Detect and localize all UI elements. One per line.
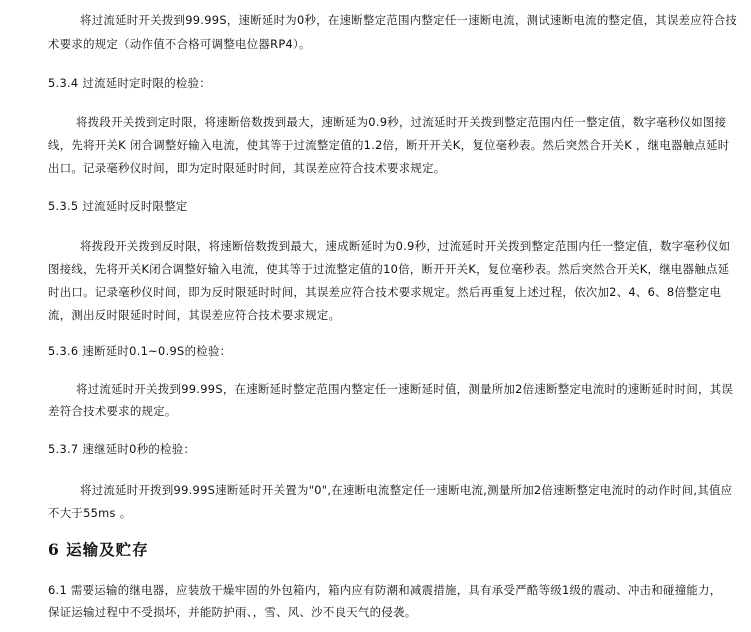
paragraph-line: 将过流延时开关拨到99.99S，速断延时为0秒，在速断整定范围内整定任一速断电流，测试速断电流的整定值，其误差应符合技 [80,13,738,27]
paragraph-line: 不大于55ms 。 [48,506,132,520]
section-heading-5-3-5: 5.3.5 过流延时反时限整定 [48,199,188,213]
section-heading-5-3-4: 5.3.4 过流延时定时限的检验： [48,76,212,90]
paragraph-line: 将过流延时开关拨到99.99S，在速断延时整定范围内整定任一速断延时值，测量所加2倍速断整定电流时的速断延时时间，其误 [76,382,734,396]
paragraph-line: 差符合技术要求的规定。 [48,404,177,418]
paragraph-line: 将过流延时开拨到99.99S速断延时开关置为"0",在速断电流整定任一速断电流,测量所加2倍速断整定电流时的动作时间,其值应 [80,483,733,497]
paragraph-line: 保证运输过程中不受损坏，并能防护雨、，雪、风、沙不良天气的侵袭。 [48,605,417,619]
paragraph-line: 出口。记录毫秒仪时间，即为定时限延时时间，其误差应符合技术要求规定。 [48,161,446,175]
paragraph-line: 时出口。记录毫秒仪时间，即为反时限延时时间，其误差应符合技术要求规定。然后再重复上述过程，依次加2、4、6、8倍整定电 [48,285,722,299]
paragraph-line: 流，测出反时限延时时间，其误差应符合技术要求规定。 [48,308,341,322]
section-heading-5-3-7: 5.3.7 速继延时0秒的检验： [48,442,196,456]
chapter-heading-6: 6 运输及贮存 [48,540,149,559]
paragraph-line: 将拨段开关拨到定时限，将速断倍数拨到最大，速断延为0.9秒，过流延时开关拨到整定范围内任一整定值，数字毫秒仪如图接 [76,115,727,129]
paragraph-line: 图接线，先将开关K闭合调整好输入电流，使其等于过流整定值的10倍，断开开关K，复位毫秒表。然后突然合开关K，继电器触点延 [48,262,730,276]
paragraph-line: 将拨段开关拨到反时限，将速断倍数拨到最大，速成断延时为0.9秒，过流延时开关拨到整定范围内任一整定值，数字毫秒仪如 [80,239,731,253]
section-heading-5-3-6: 5.3.6 速断延时0.1~0.9S的检验： [48,344,232,358]
paragraph-line: 6.1 需要运输的继电器，应装放干燥牢固的外包箱内，箱内应有防潮和减震措施，具有承受严酷等级1级的震动、冲击和碰撞能力， [48,583,722,597]
paragraph-line: 线，先将开关K 闭合调整好输入电流，使其等于过流整定值的1.2倍，断开开关K，复位毫秒表。然后突然合开关K ，继电器触点延时 [48,138,730,152]
paragraph-line: 术要求的规定（动作值不合格可调整电位器RP4）。 [48,37,311,51]
